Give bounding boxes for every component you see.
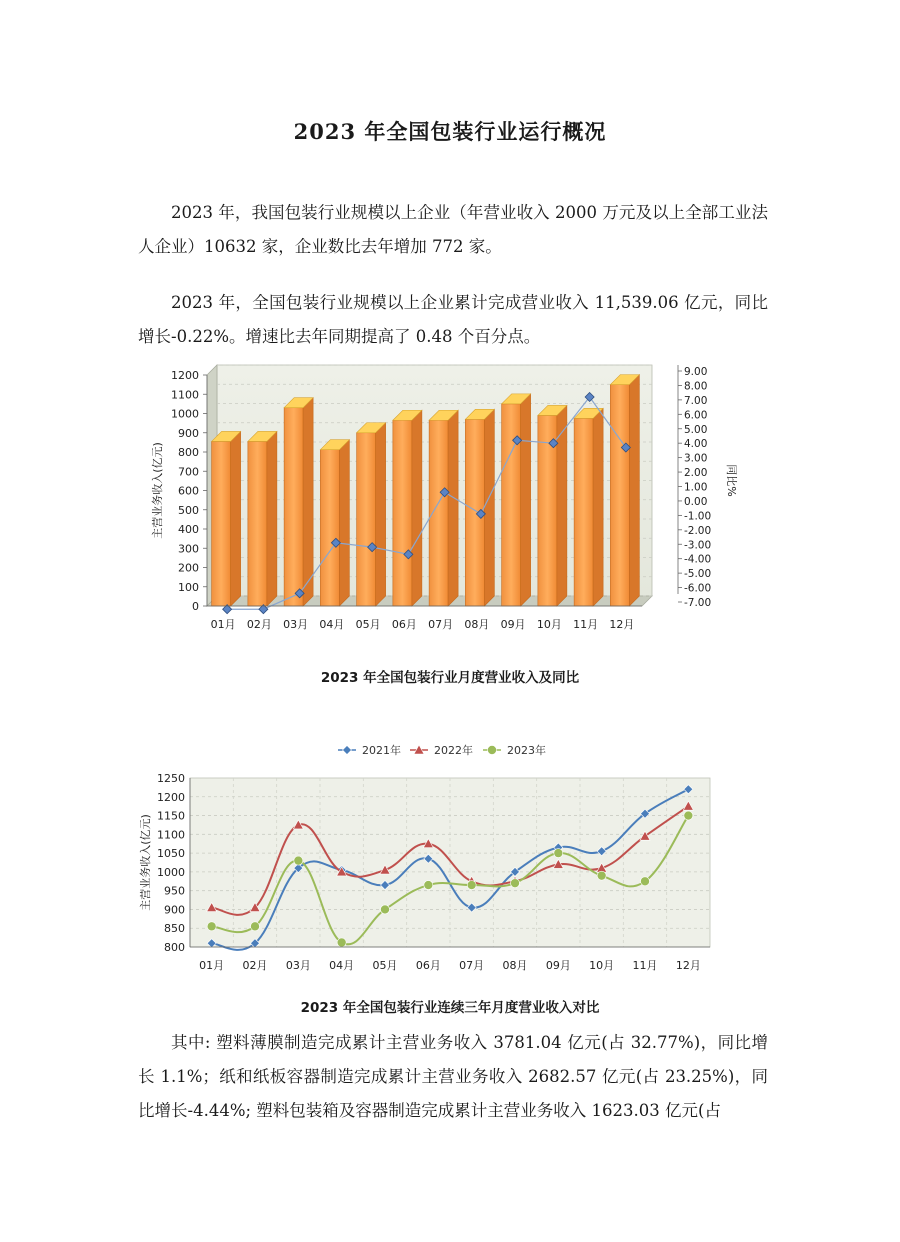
chart1-y2-tick-label: 9.00	[684, 366, 708, 378]
chart1-y-tick-label: 200	[178, 561, 199, 575]
chart1-bar	[212, 441, 231, 606]
chart2-y-tick-label: 800	[164, 941, 185, 954]
chart1-bar-side	[376, 423, 386, 606]
chart1-bar-side	[267, 431, 277, 606]
chart1-y2-tick-label: 7.00	[684, 394, 708, 407]
chart2-x-tick-label: 05月	[372, 959, 398, 972]
chart2-point	[597, 871, 606, 880]
legend-marker	[488, 746, 497, 755]
chart2-y-tick-label: 1200	[157, 790, 185, 804]
chart1-x-tick-label: 11月	[573, 618, 599, 631]
chart1-x-tick-label: 10月	[536, 618, 562, 631]
chart1-x-tick-label: 06月	[391, 618, 417, 631]
chart1-y-tick-label: 800	[178, 446, 199, 459]
legend-label: 2023年	[507, 744, 546, 757]
chart1-y2-tick-label: 8.00	[684, 380, 708, 393]
legend-label: 2022年	[434, 744, 473, 757]
page-title: 2023 年全国包装行业运行概况	[293, 119, 607, 144]
chart1-y2-tick-label: 4.00	[684, 438, 708, 451]
chart1-y-tick-label: 1200	[171, 369, 199, 382]
chart1-caption: 2023 年全国包装行业月度营业收入及同比	[320, 670, 580, 686]
chart1-bar-side	[303, 398, 313, 606]
chart1-bar	[393, 420, 412, 606]
chart2-point	[511, 879, 520, 888]
chart1-y2-tick-label: -7.00	[684, 597, 712, 609]
chart2-y-tick-label: 1150	[157, 809, 185, 823]
chart2-x-tick-label: 09月	[545, 959, 571, 972]
chart1-x-tick-label: 01月	[210, 618, 236, 631]
chart1-bar	[248, 441, 267, 606]
chart1-bar-side	[593, 408, 603, 606]
chart1-y-axis-title: 主营业务收入(亿元)	[151, 442, 164, 539]
chart2-x-tick-label: 10月	[589, 959, 615, 972]
chart1-y-tick-label: 600	[178, 484, 199, 498]
chart2-point	[294, 856, 303, 865]
chart2-y-tick-label: 1000	[157, 865, 185, 879]
three-year-line-chart	[0, 735, 900, 980]
chart1-x-tick-label: 05月	[355, 618, 381, 631]
chart1-x-tick-label: 12月	[609, 618, 635, 631]
chart2-point	[207, 922, 216, 931]
chart2-x-tick-label: 01月	[199, 959, 225, 972]
chart2-point	[467, 881, 476, 890]
chart1-y2-tick-label: -6.00	[684, 582, 712, 595]
chart2-x-tick-label: 08月	[502, 959, 528, 972]
chart2-point	[381, 905, 390, 914]
chart1-bar-side	[521, 394, 531, 606]
chart2-y-tick-label: 950	[164, 884, 185, 898]
chart1-bar-side	[557, 405, 567, 606]
chart2-point	[641, 877, 650, 886]
chart1-bar-side	[448, 410, 458, 606]
chart2-x-tick-label: 11月	[632, 959, 658, 972]
chart1-y-tick-label: 900	[178, 426, 199, 440]
chart2-y-tick-label: 850	[164, 922, 185, 936]
chart1-y2-tick-label: 6.00	[684, 409, 708, 422]
legend-label: 2021年	[362, 744, 401, 757]
chart1-bar-side	[231, 431, 241, 606]
chart1-bar-side	[484, 409, 494, 606]
chart2-y-tick-label: 1050	[157, 847, 185, 861]
chart1-bar-side	[412, 410, 422, 606]
chart2-y-tick-label: 900	[164, 903, 185, 917]
chart2-x-tick-label: 06月	[415, 959, 441, 972]
chart2-point	[554, 849, 563, 858]
chart1-x-tick-label: 07月	[428, 618, 454, 631]
chart1-y2-tick-label: 0.00	[684, 495, 708, 508]
chart1-y-tick-label: 500	[178, 503, 199, 517]
chart1-bar	[284, 408, 303, 606]
chart2-y-tick-label: 1100	[157, 828, 185, 842]
paragraph-segment-breakdown: 其中: 塑料薄膜制造完成累计主营业务收入 3781.04 亿元(占 32.77%)，同比增长 1.1%；纸和纸板容器制造完成累计主营业务收入 2682.57 亿元(占 23.25%)，同比增长-4.44%; 塑料包装箱及容器制造完成累计主营业务收入 1623.03 亿元(占	[138, 1033, 768, 1120]
chart1-y2-tick-label: -3.00	[684, 539, 712, 552]
chart1-y2-tick-label: 3.00	[684, 452, 708, 465]
chart2-y-axis-title: 主营业务收入(亿元)	[139, 814, 152, 911]
chart1-bar	[610, 385, 629, 606]
chart1-y-tick-label: 400	[178, 523, 199, 536]
legend-marker	[343, 746, 352, 755]
chart1-bar	[502, 404, 521, 606]
chart1-bar	[320, 450, 339, 606]
chart2-x-tick-label: 03月	[285, 959, 311, 972]
chart1-bar	[357, 433, 376, 606]
chart2-point	[251, 922, 260, 931]
chart1-bar	[574, 418, 593, 606]
chart2-y-tick-label: 1250	[157, 772, 185, 785]
chart1-y-tick-label: 0	[192, 600, 199, 613]
chart1-y2-tick-label: 5.00	[684, 423, 708, 436]
chart2-point	[337, 938, 346, 947]
paragraph-enterprise-count: 2023 年，我国包装行业规模以上企业（年营业收入 2000 万元及以上全部工业法人企业）10632 家，企业数比去年增加 772 家。	[138, 203, 768, 256]
chart1-y2-tick-label: -1.00	[684, 510, 712, 523]
chart2-x-tick-label: 02月	[242, 959, 268, 972]
chart1-x-tick-label: 02月	[246, 618, 272, 631]
chart1-y-tick-label: 300	[178, 542, 199, 556]
chart2-point	[424, 881, 433, 890]
chart1-y2-tick-label: -5.00	[684, 568, 712, 581]
chart2-caption: 2023 年全国包装行业连续三年月度营业收入对比	[300, 1000, 600, 1016]
chart1-bar-side	[339, 440, 349, 606]
chart1-y-tick-label: 700	[178, 465, 199, 479]
chart2-x-tick-label: 07月	[459, 959, 485, 972]
revenue-bar-chart	[0, 355, 900, 645]
chart2-x-tick-label: 12月	[675, 959, 701, 972]
chart1-y2-tick-label: -2.00	[684, 524, 712, 537]
paragraph-revenue-summary: 2023 年，全国包装行业规模以上企业累计完成营业收入 11,539.06 亿元，同比增长-0.22%。增速比去年同期提高了 0.48 个百分点。	[138, 293, 768, 346]
chart1-y2-tick-label: 1.00	[684, 481, 708, 494]
chart1-y2-axis-title: 同比%	[725, 464, 738, 497]
chart1-y-tick-label: 1100	[171, 388, 199, 402]
chart1-x-tick-label: 09月	[500, 618, 526, 631]
chart1-y2-tick-label: 2.00	[684, 467, 708, 480]
chart1-y-tick-label: 1000	[171, 407, 199, 421]
chart1-x-tick-label: 08月	[464, 618, 490, 631]
chart2-x-tick-label: 04月	[329, 959, 355, 972]
chart1-x-tick-label: 04月	[319, 618, 345, 631]
chart1-x-tick-label: 03月	[283, 618, 309, 631]
chart1-bar-side	[629, 375, 639, 606]
chart2-point	[684, 811, 693, 820]
chart1-y2-tick-label: -4.00	[684, 553, 712, 566]
chart1-y-tick-label: 100	[178, 580, 199, 594]
